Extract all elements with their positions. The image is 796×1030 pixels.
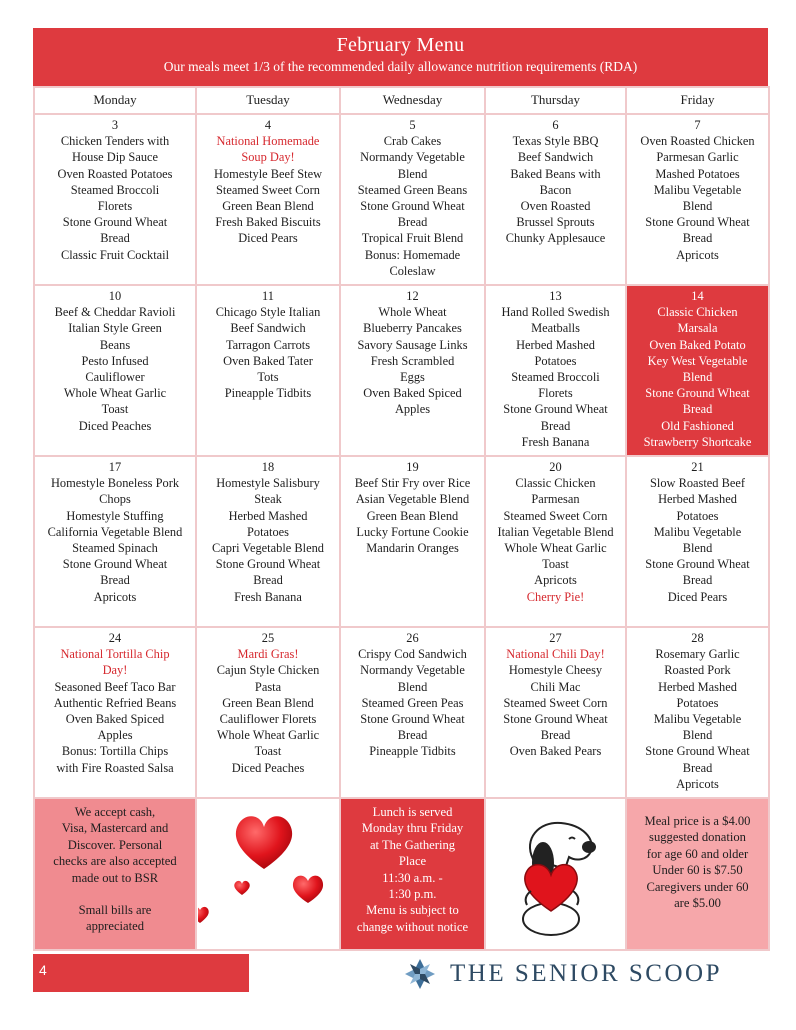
price-line: are $5.00	[674, 896, 721, 911]
menu-item: Homestyle Cheesy	[508, 663, 603, 678]
menu-item: Homestyle Stuffing	[66, 508, 164, 523]
day-date: 4	[264, 118, 272, 132]
menu-item: Stone Ground Wheat	[645, 744, 750, 759]
menu-subtitle: Our meals meet 1/3 of the recommended daily allowance nutrition requirements (RDA)	[163, 59, 638, 74]
service-line: 1:30 p.m.	[388, 887, 437, 902]
day-cell	[485, 114, 626, 285]
menu-item: Steamed Green Beans	[357, 182, 468, 197]
day-cell	[340, 456, 485, 627]
menu-item: Herbed Mashed	[516, 337, 595, 352]
menu-item: Bread	[682, 402, 713, 417]
special-day-label: Day!	[102, 663, 128, 678]
snoopy-illustration	[485, 798, 626, 950]
menu-item: Mandarin Oranges	[366, 541, 459, 556]
menu-item: Normandy Vegetable	[360, 663, 465, 678]
menu-item: Malibu Vegetable	[653, 182, 742, 197]
brand-name: THE SENIOR SCOOP	[450, 960, 722, 987]
menu-item: Pineapple Tidbits	[369, 744, 456, 759]
day-date: 24	[108, 631, 122, 645]
service-line: change without notice	[356, 919, 469, 934]
menu-item: Stone Ground Wheat	[645, 215, 750, 230]
menu-item: Blend	[397, 679, 428, 694]
menu-item: Steamed Spinach	[72, 541, 158, 556]
day-cell	[340, 285, 485, 456]
day-header: Friday	[626, 87, 769, 114]
day-date: 6	[552, 118, 559, 132]
day-date: 11	[262, 289, 274, 303]
menu-item: Cauliflower	[85, 370, 145, 385]
menu-item: Normandy Vegetable	[360, 150, 465, 165]
menu-item: Apricots	[93, 589, 137, 604]
menu-item: Stone Ground Wheat	[360, 712, 465, 727]
menu-item: Beef Sandwich	[517, 150, 594, 165]
menu-item: Steamed Broccoli	[511, 370, 600, 385]
menu-item: Whole Wheat Garlic	[216, 728, 320, 743]
service-line: Place	[398, 854, 427, 869]
menu-item: Steamed Sweet Corn	[503, 508, 608, 523]
footer-row	[34, 798, 769, 950]
snoopy-heart-icon	[487, 799, 624, 945]
menu-item: Stone Ground Wheat	[62, 557, 168, 572]
day-cell	[34, 627, 196, 798]
menu-item: Blend	[682, 541, 713, 556]
menu-item: Classic Chicken	[657, 305, 738, 320]
special-day-label: National Homemade	[216, 134, 320, 149]
menu-item: Hand Rolled Swedish	[501, 305, 610, 320]
menu-item: Oven Roasted Chicken	[640, 134, 755, 149]
day-date: 3	[111, 118, 119, 132]
page-number-bar	[33, 954, 249, 992]
menu-item: Chicken Tenders with	[60, 134, 170, 149]
payment-line: We accept cash,	[74, 805, 156, 819]
menu-item: Potatoes	[534, 353, 577, 368]
service-line: at The Gathering	[369, 837, 456, 852]
menu-item: Fresh Banana	[234, 589, 302, 604]
menu-item: Chops	[99, 492, 131, 507]
service-line: Monday thru Friday	[361, 821, 464, 836]
menu-item: Steamed Sweet Corn	[216, 182, 320, 197]
day-date: 27	[549, 631, 562, 645]
menu-item: Stone Ground Wheat	[645, 386, 750, 401]
menu-item: Stone Ground Wheat	[215, 557, 321, 572]
menu-item: Classic Chicken	[515, 476, 596, 491]
week-row	[34, 627, 769, 798]
menu-item: Eggs	[400, 370, 425, 385]
menu-item: Bread	[682, 231, 713, 246]
service-line: Lunch is served	[372, 805, 453, 819]
menu-item: Slow Roasted Beef	[650, 476, 745, 491]
menu-item: Homestyle Salisbury	[216, 476, 320, 491]
price-line: Under 60 is $7.50	[652, 863, 743, 878]
menu-item: Diced Peaches	[78, 418, 152, 433]
menu-item: Beef & Cheddar Ravioli	[54, 305, 176, 320]
menu-item: Cajun Style Chicken	[216, 663, 320, 678]
menu-item: Seasoned Beef Taco Bar	[54, 679, 176, 694]
menu-item: Fresh Banana	[521, 434, 590, 449]
menu-item: Bread	[540, 728, 571, 743]
menu-item: Meatballs	[531, 321, 580, 336]
menu-item: Steak	[254, 492, 282, 507]
day-cell	[626, 627, 769, 798]
menu-item: Malibu Vegetable	[653, 712, 742, 727]
price-line: suggested donation	[649, 830, 746, 845]
menu-item: Tarragon Carrots	[225, 337, 311, 352]
menu-item: Herbed Mashed	[658, 492, 737, 507]
day-cell	[485, 627, 626, 798]
menu-item: Toast	[254, 744, 282, 759]
day-cell	[196, 285, 340, 456]
special-day-label: Mardi Gras!	[237, 647, 299, 662]
menu-item: Coleslaw	[389, 263, 436, 278]
menu-item: Bread	[682, 573, 713, 588]
menu-item: Savory Sausage Links	[357, 337, 468, 352]
day-date: 7	[694, 118, 701, 132]
menu-item: Roasted Pork	[664, 663, 731, 678]
menu-item: Apricots	[676, 247, 719, 262]
day-header: Thursday	[485, 87, 626, 114]
day-header: Monday	[34, 87, 196, 114]
menu-item: Homestyle Beef Stew	[213, 166, 323, 181]
week-row	[34, 456, 769, 627]
day-header-row	[34, 87, 769, 114]
day-date: 10	[108, 289, 122, 303]
menu-calendar	[33, 86, 770, 951]
payment-line: checks are also accepted	[53, 854, 177, 869]
day-date: 19	[406, 460, 419, 474]
menu-item: Chili Mac	[530, 679, 581, 694]
menu-item: Capri Vegetable Blend	[212, 541, 324, 556]
menu-title: February Menu	[336, 34, 465, 56]
service-info	[340, 798, 485, 950]
day-header: Wednesday	[340, 87, 485, 114]
menu-item: Parmesan Garlic	[656, 150, 739, 165]
menu-item: Florets	[97, 199, 133, 214]
day-cell	[34, 114, 196, 285]
menu-item: Bread	[253, 573, 283, 588]
menu-item: Oven Baked Potato	[649, 337, 746, 352]
day-date: 14	[691, 289, 704, 303]
day-cell	[34, 456, 196, 627]
menu-item: Bread	[397, 728, 428, 743]
day-date: 25	[261, 631, 275, 645]
payment-line	[37, 886, 193, 902]
menu-item: Mashed Potatoes	[655, 166, 740, 181]
menu-item: Steamed Green Peas	[361, 695, 464, 710]
week-row	[34, 114, 769, 285]
menu-item: Blend	[682, 728, 713, 743]
menu-item: Authentic Refried Beans	[53, 695, 177, 710]
menu-item: Old Fashioned	[661, 418, 734, 433]
menu-item: Green Bean Blend	[222, 199, 314, 214]
menu-item: Toast	[542, 557, 569, 572]
day-cell	[485, 456, 626, 627]
menu-item: with Fire Roasted Salsa	[56, 760, 174, 775]
menu-item: Marsala	[677, 321, 718, 336]
menu-item: Lucky Fortune Cookie	[356, 524, 469, 539]
menu-item: Oven Baked Spiced	[363, 386, 462, 401]
menu-item: Apples	[97, 728, 133, 743]
price-info	[626, 798, 769, 950]
menu-item: Blend	[682, 199, 713, 214]
menu-item: Pasta	[254, 679, 282, 694]
menu-item: Bread	[100, 231, 130, 246]
day-date: 20	[549, 460, 562, 474]
menu-item: Florets	[538, 386, 573, 401]
menu-item: Potatoes	[676, 508, 719, 523]
menu-item: Crab Cakes	[383, 134, 442, 149]
menu-item: Green Bean Blend	[366, 508, 459, 523]
menu-item: Classic Fruit Cocktail	[60, 247, 170, 262]
price-line: for age 60 and older	[646, 846, 749, 861]
menu-item: Bread	[100, 573, 130, 588]
day-cell	[196, 627, 340, 798]
menu-item: California Vegetable Blend	[47, 524, 183, 539]
menu-item: Bonus: Tortilla Chips	[61, 744, 169, 759]
day-cell	[626, 114, 769, 285]
brand-logo	[398, 958, 722, 990]
menu-item: Whole Wheat	[378, 305, 447, 320]
menu-item: Diced Peaches	[231, 760, 305, 775]
day-cell	[485, 285, 626, 456]
menu-item: Stone Ground Wheat	[62, 215, 168, 230]
menu-item: Oven Baked Spiced	[65, 712, 165, 727]
day-header: Tuesday	[196, 87, 340, 114]
menu-item: Pineapple Tidbits	[224, 386, 312, 401]
menu-item: Apples	[394, 402, 431, 417]
menu-item: Beef Sandwich	[230, 321, 306, 336]
menu-item: Stone Ground Wheat	[503, 402, 608, 417]
payment-line: Small bills are	[78, 903, 152, 918]
payment-line: appreciated	[85, 919, 145, 934]
menu-item: Oven Roasted Potatoes	[57, 166, 173, 181]
menu-item: Blend	[397, 166, 428, 181]
menu-header	[33, 28, 768, 86]
payment-line: made out to BSR	[71, 870, 159, 885]
menu-item: Strawberry Shortcake	[643, 434, 752, 449]
day-date: 5	[409, 118, 416, 132]
menu-item: House Dip Sauce	[71, 150, 159, 165]
menu-item: Cauliflower Florets	[219, 712, 317, 727]
menu-item: Rosemary Garlic	[655, 647, 740, 662]
menu-item: Apricots	[534, 573, 577, 588]
day-date: 17	[108, 460, 122, 474]
menu-item: Steamed Sweet Corn	[503, 695, 608, 710]
menu-item: Green Bean Blend	[222, 695, 314, 710]
day-cell	[340, 114, 485, 285]
day-date: 12	[406, 289, 419, 303]
menu-item: Tots	[257, 370, 279, 385]
brand-star-icon	[398, 958, 442, 990]
hearts-icon	[198, 799, 338, 945]
menu-item: Parmesan	[531, 492, 580, 507]
menu-item: Oven Roasted	[520, 199, 591, 214]
menu-item: Bread	[682, 760, 713, 775]
menu-item: Stone Ground Wheat	[645, 557, 750, 572]
menu-item: Stone Ground Wheat	[503, 712, 608, 727]
hearts-illustration	[196, 798, 340, 950]
menu-item: Diced Pears	[238, 231, 298, 246]
menu-item: Potatoes	[247, 524, 289, 539]
week-row	[34, 285, 769, 456]
menu-item: Chunky Applesauce	[505, 231, 606, 246]
menu-item: Bread	[397, 215, 428, 230]
menu-item: Blueberry Pancakes	[363, 321, 462, 336]
day-cell	[340, 627, 485, 798]
menu-item: Steamed Broccoli	[70, 182, 160, 197]
payment-line: Visa, Mastercard and	[61, 821, 169, 836]
special-day-label: National Tortilla Chip	[60, 647, 170, 662]
menu-item: Herbed Mashed	[228, 508, 308, 523]
payment-line: Discover. Personal	[67, 837, 163, 852]
menu-item: Chicago Style Italian	[215, 305, 321, 320]
menu-item: Herbed Mashed	[658, 679, 737, 694]
price-line: Caregivers under 60	[646, 879, 749, 894]
menu-item: Brussel Sprouts	[516, 215, 595, 230]
price-line: Meal price is a $4.00	[644, 814, 751, 828]
menu-item: Bread	[540, 418, 571, 433]
page-number: 4	[39, 962, 47, 978]
special-day-label: Soup Day!	[241, 150, 295, 165]
menu-item: Beef Stir Fry over Rice	[354, 476, 471, 491]
day-date: 26	[406, 631, 419, 645]
menu-item: Whole Wheat Garlic	[504, 541, 607, 556]
menu-item: Texas Style BBQ	[512, 134, 599, 149]
menu-item: Fresh Baked Biscuits	[215, 215, 321, 230]
menu-item: Blend	[682, 370, 713, 385]
special-day-label: National Chili Day!	[506, 647, 605, 662]
menu-item: Italian Vegetable Blend	[497, 524, 614, 539]
menu-item: Tropical Fruit Blend	[361, 231, 464, 246]
menu-item: Malibu Vegetable	[653, 524, 742, 539]
payment-info	[34, 798, 196, 950]
menu-item: Crispy Cod Sandwich	[358, 647, 467, 662]
day-date: 21	[691, 460, 704, 474]
day-date: 18	[261, 460, 275, 474]
menu-item: Key West Vegetable	[647, 353, 748, 368]
menu-item: Baked Beans with	[510, 166, 601, 181]
menu-item: Bacon	[539, 182, 572, 197]
menu-item: Apricots	[676, 776, 719, 791]
menu-item: Whole Wheat Garlic	[63, 386, 167, 401]
special-day-label: Cherry Pie!	[526, 589, 585, 604]
menu-item: Beans	[99, 337, 131, 352]
menu-item: Oven Baked Pears	[509, 744, 602, 759]
menu-item: Toast	[101, 402, 129, 417]
menu-item: Asian Vegetable Blend	[355, 492, 470, 507]
day-cell	[626, 285, 769, 456]
menu-item: Italian Style Green	[68, 321, 162, 336]
day-cell	[196, 456, 340, 627]
menu-item: Bonus: Homemade	[364, 247, 461, 262]
service-line: Menu is subject to	[366, 903, 459, 918]
menu-item: Oven Baked Tater	[223, 353, 313, 368]
day-cell	[626, 456, 769, 627]
menu-item: Potatoes	[676, 695, 719, 710]
menu-item: Pesto Infused	[81, 353, 149, 368]
day-date: 28	[691, 631, 704, 645]
day-cell	[34, 285, 196, 456]
service-line: 11:30 a.m. -	[382, 870, 443, 885]
menu-item: Stone Ground Wheat	[360, 199, 465, 214]
day-cell	[196, 114, 340, 285]
day-date: 13	[549, 289, 562, 303]
menu-item: Diced Pears	[667, 589, 728, 604]
menu-item: Fresh Scrambled	[370, 353, 455, 368]
menu-item: Homestyle Boneless Pork	[50, 476, 180, 491]
